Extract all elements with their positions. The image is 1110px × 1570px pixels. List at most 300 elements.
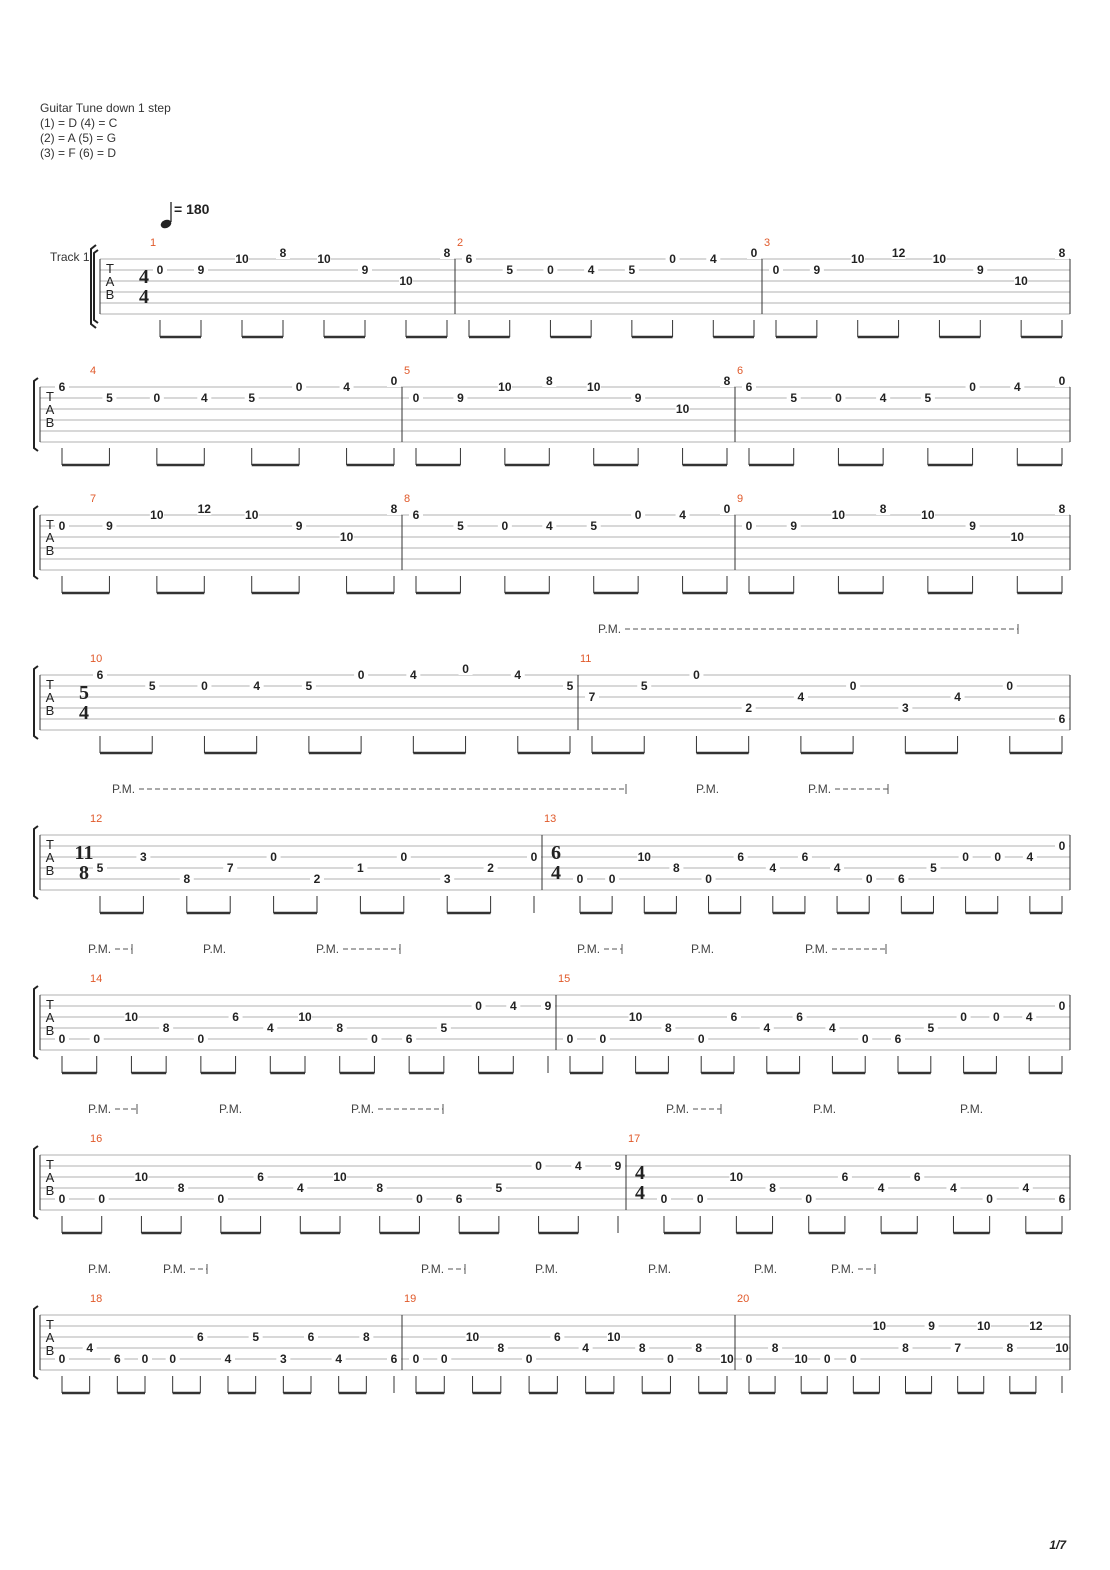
fret-number: 5 xyxy=(930,861,937,875)
fret-number: 4 xyxy=(509,999,517,1013)
palm-mute-label: P.M. xyxy=(219,1102,243,1116)
fret-number: 8 xyxy=(665,1021,672,1035)
fret-number: 10 xyxy=(872,1319,887,1333)
fret-number: 0 xyxy=(475,999,482,1013)
fret-number: 0 xyxy=(608,872,616,886)
fret-number: 0 xyxy=(201,679,208,693)
fret-number: 4 xyxy=(1022,1181,1030,1195)
time-signature-top: 4 xyxy=(635,1162,645,1184)
palm-mute-label: P.M. xyxy=(805,942,829,956)
fret-number: 8 xyxy=(177,1181,185,1195)
system-bracket xyxy=(34,986,38,1059)
fret-number: 5 xyxy=(148,679,156,693)
system-bracket xyxy=(34,1306,38,1379)
fret-number: 10 xyxy=(831,508,846,522)
fret-number: 3 xyxy=(443,872,451,886)
palm-mute-label: P.M. xyxy=(598,622,622,636)
fret-number: 8 xyxy=(695,1341,703,1355)
fret-number: 5 xyxy=(927,1021,935,1035)
fret-number: 4 xyxy=(769,861,777,875)
fret-number: 0 xyxy=(440,1352,448,1366)
palm-mute-label: P.M. xyxy=(316,942,340,956)
tab-clef-letter: T xyxy=(46,389,54,404)
measure-number: 3 xyxy=(764,237,771,249)
fret-number: 8 xyxy=(390,502,398,516)
fret-number: 0 xyxy=(849,1352,857,1366)
palm-mute-label: P.M. xyxy=(112,782,136,796)
fret-number: 10 xyxy=(675,402,690,416)
tab-system-2 xyxy=(34,365,1070,465)
fret-number: 0 xyxy=(865,872,873,886)
fret-number: 4 xyxy=(679,508,686,522)
tab-system-5 xyxy=(34,782,1070,913)
fret-number: 4 xyxy=(224,1352,232,1366)
fret-number: 5 xyxy=(628,263,636,277)
fret-number: 8 xyxy=(1006,1341,1014,1355)
tab-system-7 xyxy=(34,1102,1070,1233)
fret-number: 6 xyxy=(1058,712,1066,726)
fret-number: 10 xyxy=(851,252,865,266)
fret-number: 6 xyxy=(1058,1192,1066,1206)
fret-number: 4 xyxy=(343,380,350,394)
tuning-line-2: (2) = A (5) = G xyxy=(40,131,117,145)
fret-number: 6 xyxy=(113,1352,121,1366)
fret-number: 5 xyxy=(96,861,104,875)
track-name: Track 1 xyxy=(50,250,90,264)
time-signature-top: 6 xyxy=(551,842,561,864)
fret-number: 0 xyxy=(1058,999,1066,1013)
fret-number: 6 xyxy=(232,1010,239,1024)
fret-number: 0 xyxy=(823,1352,831,1366)
fret-number: 12 xyxy=(197,502,211,516)
tab-clef-letter: T xyxy=(46,997,54,1012)
fret-number: 8 xyxy=(1058,502,1066,516)
measure-number: 17 xyxy=(628,1133,641,1145)
fret-number: 4 xyxy=(833,861,841,875)
fret-number: 0 xyxy=(400,850,408,864)
tab-system-3 xyxy=(34,493,1070,593)
fret-number: 5 xyxy=(590,519,598,533)
time-signature-bottom: 4 xyxy=(635,1182,645,1204)
measure-number: 2 xyxy=(457,237,464,249)
palm-mute-label: P.M. xyxy=(691,942,715,956)
fret-number: 6 xyxy=(58,380,66,394)
fret-number: 0 xyxy=(412,1352,420,1366)
fret-number: 0 xyxy=(295,380,303,394)
fret-number: 3 xyxy=(901,701,909,715)
fret-number: 9 xyxy=(790,519,798,533)
fret-number: 6 xyxy=(96,668,104,682)
fret-number: 9 xyxy=(361,263,369,277)
fret-number: 4 xyxy=(545,519,553,533)
fret-number: 0 xyxy=(697,1032,705,1046)
fret-number: 0 xyxy=(93,1032,101,1046)
fret-number: 5 xyxy=(640,679,648,693)
fret-number: 5 xyxy=(790,391,798,405)
tab-clef-letter: T xyxy=(46,517,54,532)
fret-number: 9 xyxy=(295,519,303,533)
fret-number: 10 xyxy=(720,1352,734,1366)
fret-number: 0 xyxy=(547,263,554,277)
tab-clef-letter: B xyxy=(45,1343,55,1358)
fret-number: 4 xyxy=(954,690,961,704)
fret-number: 6 xyxy=(897,872,905,886)
tab-clef-letter: B xyxy=(45,1183,55,1198)
measure-number: 11 xyxy=(580,653,592,665)
time-signature-bottom: 8 xyxy=(79,862,89,884)
system-bracket xyxy=(34,378,38,451)
fret-number: 0 xyxy=(58,1352,66,1366)
tab-clef-letter: B xyxy=(45,415,55,430)
palm-mute-label: P.M. xyxy=(696,782,720,796)
fret-number: 5 xyxy=(566,679,574,693)
fret-number: 10 xyxy=(794,1352,808,1366)
fret-number: 6 xyxy=(801,850,809,864)
fret-number: 6 xyxy=(913,1170,921,1184)
fret-number: 10 xyxy=(465,1330,480,1344)
tuning-title: Guitar Tune down 1 step xyxy=(40,101,171,115)
tab-system-6 xyxy=(34,942,1070,1073)
palm-mute-label: P.M. xyxy=(813,1102,837,1116)
tempo-marking: = 180 xyxy=(174,201,210,217)
fret-number: 4 xyxy=(1013,380,1021,394)
fret-number: 8 xyxy=(638,1341,646,1355)
fret-number: 10 xyxy=(339,530,354,544)
fret-number: 4 xyxy=(266,1021,274,1035)
tab-clef-letter: T xyxy=(46,1317,54,1332)
palm-mute-label: P.M. xyxy=(88,1102,112,1116)
fret-number: 0 xyxy=(667,1352,674,1366)
fret-number: 5 xyxy=(506,263,514,277)
fret-number: 9 xyxy=(634,391,642,405)
time-signature-bottom: 4 xyxy=(551,862,561,884)
system-bracket xyxy=(34,506,38,579)
measure-number: 6 xyxy=(737,365,744,377)
fret-number: 4 xyxy=(253,679,261,693)
fret-number: 4 xyxy=(950,1181,957,1195)
fret-number: 0 xyxy=(634,508,642,522)
fret-number: 2 xyxy=(313,872,321,886)
fret-number: 10 xyxy=(637,850,651,864)
fret-number: 10 xyxy=(1014,274,1028,288)
fret-number: 3 xyxy=(279,1352,287,1366)
fret-number: 0 xyxy=(723,502,731,516)
fret-number: 0 xyxy=(696,1192,704,1206)
fret-number: 6 xyxy=(894,1032,902,1046)
palm-mute-label: P.M. xyxy=(666,1102,690,1116)
fret-number: 0 xyxy=(530,850,538,864)
tab-clef-letter: B xyxy=(105,287,115,302)
fret-number: 0 xyxy=(525,1352,533,1366)
fret-number: 6 xyxy=(554,1330,561,1344)
fret-number: 10 xyxy=(498,380,512,394)
fret-number: 10 xyxy=(134,1170,149,1184)
tab-clef-letter: T xyxy=(46,1157,54,1172)
fret-number: 8 xyxy=(336,1021,344,1035)
fret-number: 0 xyxy=(994,850,1002,864)
fret-number: 4 xyxy=(877,1181,885,1195)
fret-number: 7 xyxy=(226,861,234,875)
measure-number: 10 xyxy=(90,653,103,665)
fret-number: 0 xyxy=(58,1192,66,1206)
fret-number: 8 xyxy=(443,246,451,260)
fret-number: 6 xyxy=(737,850,745,864)
fret-number: 4 xyxy=(763,1021,771,1035)
fret-number: 0 xyxy=(566,1032,574,1046)
fret-number: 8 xyxy=(771,1341,779,1355)
fret-number: 0 xyxy=(745,1352,753,1366)
fret-number: 0 xyxy=(576,872,584,886)
fret-number: 0 xyxy=(861,1032,869,1046)
fret-number: 0 xyxy=(412,391,420,405)
fret-number: 0 xyxy=(835,391,842,405)
palm-mute-label: P.M. xyxy=(808,782,832,796)
quarter-note-icon xyxy=(159,202,172,230)
tab-clef-letter: T xyxy=(46,837,54,852)
measure-number: 7 xyxy=(90,493,97,505)
fret-number: 4 xyxy=(797,690,805,704)
fret-number: 8 xyxy=(545,374,553,388)
fret-number: 6 xyxy=(196,1330,204,1344)
tab-system-1 xyxy=(91,237,1070,337)
palm-mute-label: P.M. xyxy=(535,1262,559,1276)
fret-number: 10 xyxy=(729,1170,744,1184)
fret-number: 6 xyxy=(745,380,753,394)
palm-mute-label: P.M. xyxy=(421,1262,445,1276)
fret-number: 10 xyxy=(607,1330,621,1344)
tuning-line-3: (3) = F (6) = D xyxy=(40,146,117,160)
time-signature-top: 5 xyxy=(79,682,89,704)
fret-number: 10 xyxy=(245,508,259,522)
fret-number: 10 xyxy=(399,274,413,288)
fret-number: 0 xyxy=(962,850,969,864)
fret-number: 8 xyxy=(879,502,887,516)
tuning-line-1: (1) = D (4) = C xyxy=(40,116,118,130)
fret-number: 6 xyxy=(796,1010,803,1024)
fret-number: 0 xyxy=(156,263,164,277)
fret-number: 0 xyxy=(599,1032,607,1046)
fret-number: 10 xyxy=(235,252,249,266)
system-bracket xyxy=(34,826,38,899)
fret-number: 6 xyxy=(841,1170,849,1184)
fret-number: 0 xyxy=(535,1159,542,1173)
tab-clef-letter: T xyxy=(46,677,54,692)
fret-number: 9 xyxy=(457,391,464,405)
fret-number: 6 xyxy=(257,1170,264,1184)
tab-clef-letter: B xyxy=(45,1023,55,1038)
tab-clef-letter: A xyxy=(45,1010,55,1025)
tab-clef-letter: B xyxy=(45,543,55,558)
palm-mute-label: P.M. xyxy=(163,1262,187,1276)
measure-number: 1 xyxy=(150,237,157,249)
fret-number: 6 xyxy=(730,1010,738,1024)
fret-number: 0 xyxy=(462,662,469,676)
fret-number: 8 xyxy=(1058,246,1066,260)
fret-number: 9 xyxy=(976,263,984,277)
palm-mute-label: P.M. xyxy=(88,1262,112,1276)
fret-number: 0 xyxy=(960,1010,967,1024)
fret-number: 10 xyxy=(317,252,331,266)
fret-number: 8 xyxy=(279,246,287,260)
fret-number: 9 xyxy=(813,263,821,277)
measure-number: 14 xyxy=(90,973,103,985)
fret-number: 10 xyxy=(921,508,935,522)
fret-number: 2 xyxy=(487,861,494,875)
fret-number: 0 xyxy=(416,1192,423,1206)
page-number: 1/7 xyxy=(1049,1538,1066,1552)
fret-number: 10 xyxy=(932,252,947,266)
fret-number: 4 xyxy=(587,263,595,277)
time-signature-bottom: 4 xyxy=(79,702,89,724)
fret-number: 6 xyxy=(465,252,473,266)
time-signature-bottom: 4 xyxy=(139,286,149,308)
measure-number: 4 xyxy=(90,365,97,377)
fret-number: 10 xyxy=(1010,530,1024,544)
tab-system-4 xyxy=(34,622,1070,753)
fret-number: 0 xyxy=(501,519,509,533)
fret-number: 0 xyxy=(669,252,676,266)
fret-number: 3 xyxy=(140,850,147,864)
measure-number: 18 xyxy=(90,1293,103,1305)
fret-number: 8 xyxy=(723,374,731,388)
fret-number: 5 xyxy=(495,1181,503,1195)
fret-number: 8 xyxy=(769,1181,776,1195)
palm-mute-label: P.M. xyxy=(648,1262,672,1276)
tab-clef-letter: A xyxy=(45,690,55,705)
fret-number: 1 xyxy=(357,861,364,875)
time-signature-top: 11 xyxy=(74,842,94,864)
fret-number: 0 xyxy=(693,668,700,682)
fret-number: 4 xyxy=(574,1159,582,1173)
fret-number: 12 xyxy=(891,246,906,260)
measure-number: 16 xyxy=(90,1133,103,1145)
fret-number: 6 xyxy=(455,1192,463,1206)
palm-mute-label: P.M. xyxy=(203,942,227,956)
fret-number: 9 xyxy=(197,263,205,277)
fret-number: 10 xyxy=(333,1170,347,1184)
palm-mute-label: P.M. xyxy=(754,1262,778,1276)
fret-number: 4 xyxy=(1026,850,1034,864)
fret-number: 7 xyxy=(588,690,596,704)
fret-number: 8 xyxy=(162,1021,170,1035)
fret-number: 0 xyxy=(153,391,161,405)
fret-number: 6 xyxy=(307,1330,315,1344)
tab-clef-letter: B xyxy=(45,863,55,878)
fret-number: 10 xyxy=(587,380,601,394)
fret-number: 0 xyxy=(169,1352,177,1366)
fret-number: 4 xyxy=(296,1181,304,1195)
fret-number: 5 xyxy=(252,1330,260,1344)
fret-number: 4 xyxy=(879,391,887,405)
palm-mute-label: P.M. xyxy=(960,1102,984,1116)
fret-number: 6 xyxy=(412,508,420,522)
measure-number: 15 xyxy=(558,973,571,985)
fret-number: 10 xyxy=(1055,1341,1069,1355)
fret-number: 4 xyxy=(200,391,208,405)
tab-clef-letter: A xyxy=(45,1330,55,1345)
fret-number: 8 xyxy=(376,1181,384,1195)
fret-number: 8 xyxy=(497,1341,505,1355)
tab-clef-letter: A xyxy=(45,1170,55,1185)
fret-number: 12 xyxy=(1029,1319,1043,1333)
fret-number: 10 xyxy=(977,1319,991,1333)
tab-clef-letter: B xyxy=(45,703,55,718)
fret-number: 9 xyxy=(928,1319,935,1333)
measure-number: 5 xyxy=(404,365,411,377)
measure-number: 13 xyxy=(544,813,557,825)
fret-number: 5 xyxy=(106,391,113,405)
fret-number: 0 xyxy=(993,1010,1000,1024)
fret-number: 8 xyxy=(362,1330,370,1344)
palm-mute-label: P.M. xyxy=(88,942,112,956)
measure-number: 19 xyxy=(404,1293,417,1305)
fret-number: 0 xyxy=(849,679,857,693)
fret-number: 0 xyxy=(772,263,780,277)
fret-number: 4 xyxy=(409,668,417,682)
fret-number: 5 xyxy=(248,391,256,405)
time-signature-top: 4 xyxy=(139,266,149,288)
fret-number: 9 xyxy=(544,999,552,1013)
fret-number: 0 xyxy=(390,374,398,388)
palm-mute-label: P.M. xyxy=(831,1262,855,1276)
fret-number: 5 xyxy=(305,679,313,693)
system-bracket xyxy=(34,666,38,739)
fret-number: 0 xyxy=(969,380,976,394)
measure-number: 9 xyxy=(737,493,744,505)
fret-number: 5 xyxy=(440,1021,448,1035)
fret-number: 0 xyxy=(217,1192,225,1206)
fret-number: 8 xyxy=(902,1341,909,1355)
measure-number: 8 xyxy=(404,493,411,505)
fret-number: 2 xyxy=(745,701,753,715)
system-bracket xyxy=(34,1146,38,1219)
fret-number: 0 xyxy=(58,519,66,533)
fret-number: 0 xyxy=(705,872,712,886)
fret-number: 4 xyxy=(709,252,717,266)
fret-number: 0 xyxy=(745,519,753,533)
fret-number: 0 xyxy=(805,1192,813,1206)
fret-number: 9 xyxy=(614,1159,622,1173)
fret-number: 0 xyxy=(141,1352,149,1366)
fret-number: 4 xyxy=(86,1341,94,1355)
fret-number: 5 xyxy=(457,519,464,533)
tab-clef-letter: T xyxy=(106,261,114,276)
fret-number: 0 xyxy=(371,1032,378,1046)
tab-clef-letter: A xyxy=(45,402,55,417)
fret-number: 9 xyxy=(106,519,113,533)
fret-number: 0 xyxy=(98,1192,106,1206)
fret-number: 4 xyxy=(582,1341,589,1355)
fret-number: 8 xyxy=(183,872,191,886)
fret-number: 10 xyxy=(628,1010,643,1024)
measure-number: 20 xyxy=(737,1293,750,1305)
fret-number: 4 xyxy=(829,1021,836,1035)
palm-mute-label: P.M. xyxy=(577,942,601,956)
fret-number: 9 xyxy=(969,519,976,533)
system-bracket xyxy=(94,250,98,323)
fret-number: 4 xyxy=(335,1352,343,1366)
fret-number: 6 xyxy=(390,1352,398,1366)
fret-number: 0 xyxy=(1058,374,1066,388)
fret-number: 0 xyxy=(357,668,365,682)
fret-number: 0 xyxy=(1058,839,1066,853)
fret-number: 0 xyxy=(197,1032,205,1046)
fret-number: 4 xyxy=(514,668,522,682)
fret-number: 10 xyxy=(124,1010,139,1024)
tab-system-8 xyxy=(34,1262,1070,1393)
tab-clef-letter: A xyxy=(45,530,55,545)
fret-number: 0 xyxy=(750,246,758,260)
